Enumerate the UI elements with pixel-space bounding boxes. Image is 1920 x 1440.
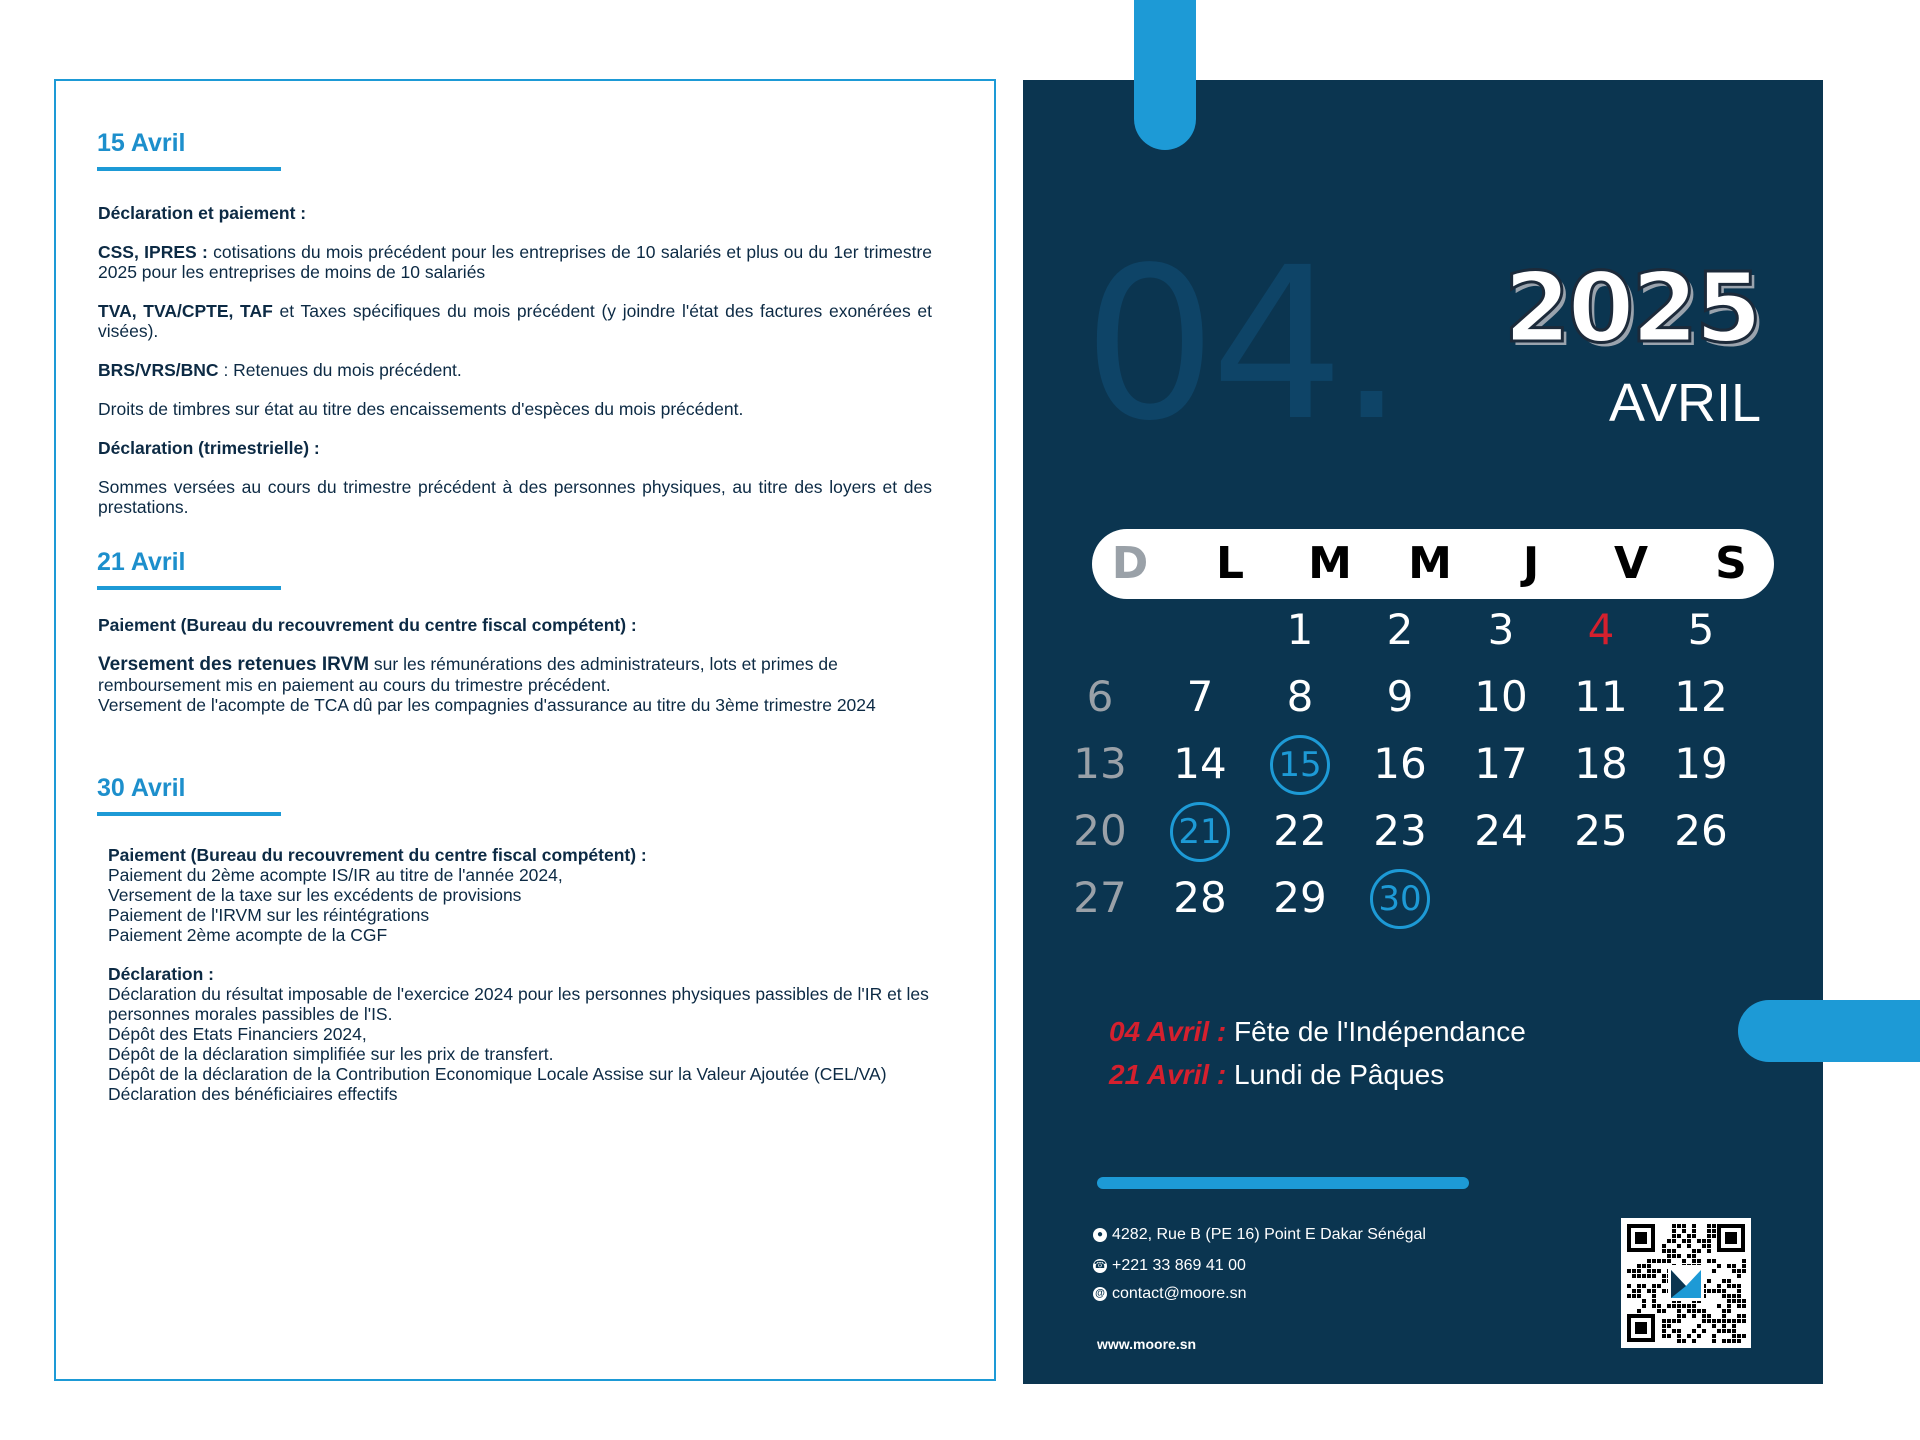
month-name: AVRIL [1608, 373, 1761, 433]
section-30-content [108, 845, 932, 1104]
section-date-30: 30 Avril [97, 774, 186, 802]
holiday-date: 04 Avril : [1109, 1016, 1227, 1047]
weekday-label: D [1111, 538, 1149, 589]
list-item: Paiement 2ème acompte de la CGF [108, 925, 388, 945]
weekday-label: S [1715, 538, 1747, 589]
calendar-day[interactable]: 11 [1574, 672, 1628, 721]
section-underline [97, 812, 281, 816]
qr-code-graphic [1621, 1218, 1751, 1348]
section-21-content [98, 615, 932, 715]
calendar-day[interactable]: 19 [1674, 739, 1728, 788]
calendar-day[interactable]: 14 [1173, 739, 1227, 788]
list-item: Dépôt de la déclaration de la Contribution Economique Locale Assise sur la Valeur Ajoutée (CEL/VA) [108, 1064, 887, 1084]
list-item: Paiement du 2ème acompte IS/IR au titre de l'année 2024, [108, 865, 563, 885]
address-line: ● 4282, Rue B (PE 16) Point E Dakar Sénégal [1093, 1226, 1426, 1244]
holiday-line [1109, 1059, 1444, 1091]
calendar-day[interactable]: 23 [1373, 806, 1427, 855]
mail-icon: @ [1093, 1287, 1107, 1301]
location-pin-icon: ● [1093, 1228, 1107, 1242]
weekday-label: M [1408, 538, 1452, 589]
schedule-panel [54, 79, 996, 1381]
phone-line: ☎ +221 33 869 41 00 [1093, 1257, 1246, 1274]
tca-item: Versement de l'acompte de TCA dû par les compagnies d'assurance au titre du 3ème trimestre 2024 [98, 695, 876, 715]
decl-paiement-title: Déclaration et paiement : [98, 203, 307, 223]
calendar-day[interactable]: 18 [1574, 739, 1628, 788]
css-ipres-item: CSS, IPRES : cotisations du mois précédent pour les entreprises de 10 salariés et plus ou du 1er trimestre 2025 pour les entreprises de moins de 10 salariés [98, 242, 932, 282]
calendar-day[interactable]: 3 [1487, 605, 1515, 654]
calendar-day[interactable]: 1 [1286, 605, 1314, 654]
calendar-day[interactable]: 29 [1273, 873, 1327, 922]
weekday-label: V [1613, 538, 1649, 589]
calendar-day[interactable]: 20 [1073, 806, 1127, 855]
binder-tab-top [1134, 0, 1196, 150]
email-line: @ contact@moore.sn [1093, 1285, 1247, 1303]
list-item: Versement de la taxe sur les excédents de provisions [108, 885, 522, 905]
calendar-day[interactable]: 25 [1574, 806, 1628, 855]
droits-item: Droits de timbres sur état au titre des encaissements d'espèces du mois précédent. [98, 399, 744, 419]
list-item: Dépôt de la déclaration simplifiée sur les prix de transfert. [108, 1044, 554, 1064]
weekday-label: J [1522, 538, 1540, 589]
calendar-day[interactable]: 16 [1373, 739, 1427, 788]
holiday-name: Fête de l'Indépendance [1226, 1016, 1526, 1047]
calendar-day[interactable]: 5 [1687, 605, 1715, 654]
declaration-title: Déclaration : [108, 964, 214, 984]
calendar-day[interactable]: 13 [1073, 739, 1127, 788]
paiement-title: Paiement (Bureau du recouvrement du centre fiscal compétent) : [108, 845, 647, 865]
trim-item: Sommes versées au cours du trimestre précédent à des personnes physiques, au titre des loyers et des prestations. [98, 477, 932, 517]
list-item: Dépôt des Etats Financiers 2024, [108, 1024, 367, 1044]
calendar-day[interactable]: 6 [1086, 672, 1114, 721]
calendar-day[interactable]: 12 [1674, 672, 1728, 721]
irvm-item: Versement des retenues IRVM sur les rémunérations des administrateurs, lots et primes de remboursement mis en paiement au cours du trimestre précédent. [98, 654, 838, 695]
holiday-line [1109, 1016, 1526, 1048]
weekday-label: M [1308, 538, 1352, 589]
section-underline [97, 586, 281, 590]
list-item: Paiement de l'IRVM sur les réintégrations [108, 905, 430, 925]
calendar-day[interactable]: 15 [1270, 735, 1330, 795]
calendar-day[interactable]: 30 [1370, 869, 1430, 929]
calendar-day[interactable]: 10 [1474, 672, 1528, 721]
weekday-header [1092, 529, 1774, 599]
calendar-day[interactable]: 7 [1186, 672, 1214, 721]
brs-item: BRS/VRS/BNC : Retenues du mois précédent. [98, 360, 462, 380]
calendar-panel [1023, 80, 1823, 1384]
phone-icon: ☎ [1093, 1260, 1107, 1271]
calendar-day[interactable]: 22 [1273, 806, 1327, 855]
section-date-21: 21 Avril [97, 548, 186, 576]
section-underline [97, 167, 281, 171]
calendar-day[interactable]: 9 [1386, 672, 1414, 721]
calendar-day[interactable]: 21 [1170, 802, 1230, 862]
calendar-day[interactable]: 28 [1173, 873, 1227, 922]
calendar-day[interactable]: 2 [1386, 605, 1414, 654]
list-item: Déclaration du résultat imposable de l'exercice 2024 pour les personnes physiques passibles de l'IR et les personnes morales passibles de l'IS. [108, 984, 929, 1024]
section-15-content [98, 203, 932, 517]
section-date-15: 15 Avril [97, 129, 186, 157]
list-item: Déclaration des bénéficiaires effectifs [108, 1084, 398, 1104]
calendar-day[interactable]: 24 [1474, 806, 1528, 855]
binder-tab-side [1738, 1000, 1920, 1062]
calendar-day[interactable]: 4 [1587, 605, 1615, 654]
tva-item: TVA, TVA/CPTE, TAF et Taxes spécifiques du mois précédent (y joindre l'état des factures exonérées et visées). [98, 301, 932, 341]
calendar-day[interactable]: 17 [1474, 739, 1528, 788]
website-link[interactable]: www.moore.sn [1097, 1336, 1197, 1352]
holiday-name: Lundi de Pâques [1226, 1059, 1445, 1090]
month-number: 04. [1083, 222, 1399, 467]
paiement-title: Paiement (Bureau du recouvrement du centre fiscal compétent) : [98, 615, 637, 635]
year-title: 2025 [1503, 252, 1759, 364]
qr-code [1621, 1218, 1751, 1348]
weekday-label: L [1215, 538, 1245, 589]
calendar-day[interactable]: 27 [1073, 873, 1127, 922]
holiday-date: 21 Avril : [1109, 1059, 1227, 1090]
divider-bar [1097, 1177, 1469, 1189]
calendar-day[interactable]: 8 [1286, 672, 1314, 721]
decl-trim-title: Déclaration (trimestrielle) : [98, 438, 320, 458]
calendar-day[interactable]: 26 [1674, 806, 1728, 855]
